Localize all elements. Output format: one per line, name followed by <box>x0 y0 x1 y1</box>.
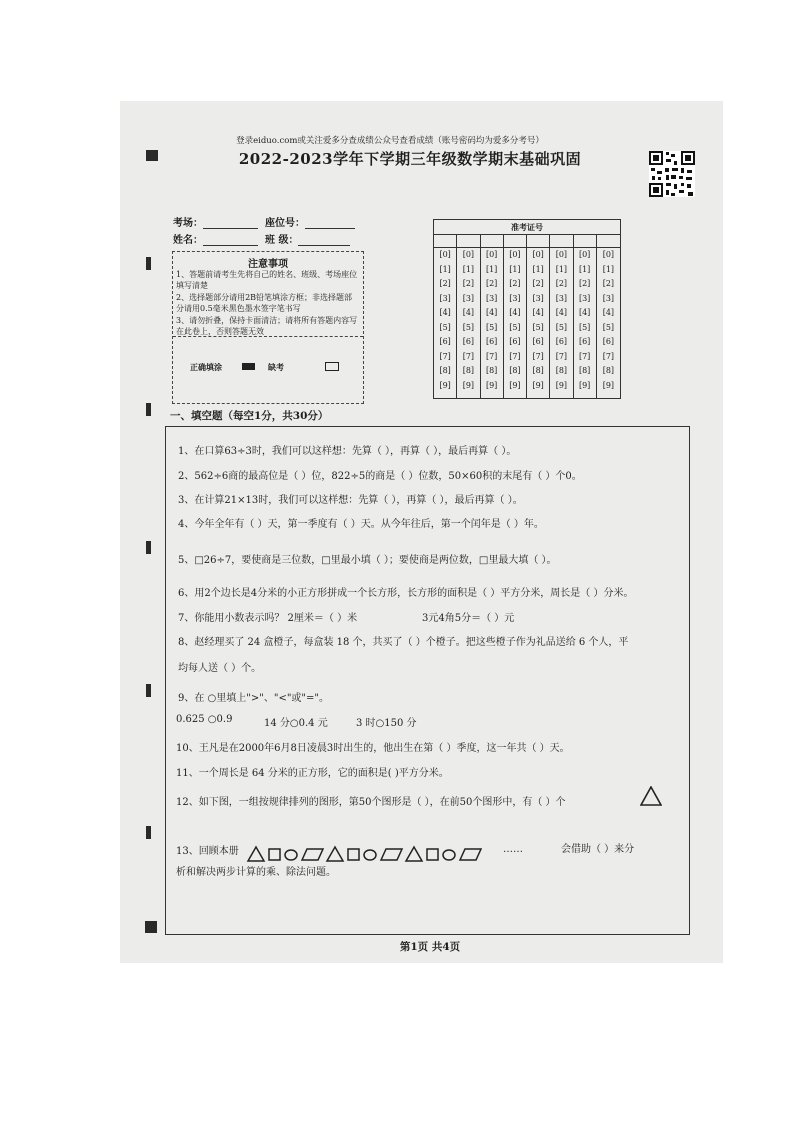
admission-digit-bubble[interactable]: [0] <box>439 250 451 259</box>
admission-digit-bubble[interactable]: [4] <box>439 308 451 317</box>
admission-digit-bubble[interactable]: [9] <box>602 380 615 390</box>
admission-title: 准考证号 <box>434 220 620 235</box>
admission-digit-bubble[interactable]: [3] <box>509 293 521 303</box>
admission-digit-bubble[interactable]: [9] <box>485 380 498 390</box>
admission-digit-bubble[interactable]: [0] <box>602 250 615 259</box>
admission-column <box>481 234 504 398</box>
admission-column <box>457 234 480 398</box>
name-label: 姓名： <box>173 235 203 246</box>
question-9-b: 14 分○0.4 元 <box>264 718 328 729</box>
notes-title: 注意事项 <box>248 259 288 270</box>
admission-digit-bubble[interactable]: [4] <box>462 308 475 317</box>
question-11: 11、一个周长是 64 分米的正方形，它的面积是( )平方分米。 <box>176 768 449 779</box>
question-12: 12、如下图，一组按规律排列的图形，第50个图形是（ ），在前50个图形中，有（ ）个 <box>176 797 566 808</box>
admission-digit-bubble[interactable]: [2] <box>555 279 568 288</box>
admission-digit-bubble[interactable]: [8] <box>578 366 591 375</box>
name-field <box>173 231 350 246</box>
admission-digit-bubble[interactable]: [8] <box>532 366 544 375</box>
notes-box <box>172 251 364 404</box>
notes-divider <box>173 336 363 337</box>
admission-digit-bubble[interactable]: [4] <box>555 308 568 317</box>
admission-digit-bubble[interactable]: [6] <box>578 337 591 346</box>
question-3: 3、在计算21×13时，我们可以这样想：先算（ ），再算（ ），最后再算（ ）。 <box>178 495 523 506</box>
timing-marker <box>146 403 151 416</box>
admission-digit-cell[interactable] <box>574 234 596 248</box>
admission-digit-bubble[interactable]: [9] <box>509 380 521 390</box>
admission-digit-bubble[interactable]: [8] <box>462 366 475 375</box>
seat-label: 座位号： <box>264 218 305 229</box>
admission-column <box>550 234 573 398</box>
question-7-b: 3元4角5分＝（ ）元 <box>422 613 515 624</box>
admission-column <box>527 234 550 398</box>
admission-digit-bubble[interactable]: [2] <box>578 279 591 288</box>
admission-digit-bubble[interactable]: [4] <box>602 308 615 317</box>
question-1: 1、在口算63÷3时，我们可以这样想：先算（ ），再算（ ），最后再算（ ）。 <box>178 446 517 457</box>
admission-column <box>574 234 597 398</box>
exam-room-field <box>173 214 355 229</box>
notes-item: 3、请勿折叠，保持卡面清洁；请将所有答题内容写在此卷上，否则答题无效 <box>176 315 358 337</box>
admission-digit-bubble[interactable]: [5] <box>439 322 451 332</box>
admission-digit-cell[interactable] <box>434 234 456 248</box>
exam-room-label: 考场： <box>173 218 203 229</box>
admission-digit-bubble[interactable]: [5] <box>532 322 544 332</box>
admission-digit-bubble[interactable]: [2] <box>439 279 451 288</box>
admission-digit-bubble[interactable]: [5] <box>509 322 521 332</box>
admission-digit-cell[interactable] <box>481 234 503 248</box>
admission-digit-bubble[interactable]: [5] <box>462 322 475 332</box>
admission-digit-bubble[interactable]: [7] <box>578 351 591 361</box>
timing-marker <box>146 541 151 554</box>
admission-digit-bubble[interactable]: [9] <box>439 380 451 390</box>
admission-digit-bubble[interactable]: [3] <box>578 293 591 303</box>
admission-digit-bubble[interactable]: [2] <box>532 279 544 288</box>
timing-marker <box>146 684 151 697</box>
correct-fill-label: 正确填涂 <box>190 362 222 372</box>
admission-digit-bubble[interactable]: [7] <box>555 351 568 361</box>
admission-digit-cell[interactable] <box>527 234 549 248</box>
admission-digit-bubble[interactable]: [4] <box>509 308 521 317</box>
admission-digit-bubble[interactable]: [0] <box>485 250 498 259</box>
admission-digit-cell[interactable] <box>597 234 620 248</box>
question-2: 2、562÷6商的最高位是（ ）位，822÷5的商是（ ）位数，50×60积的末尾有（ ）个0。 <box>178 471 582 482</box>
admission-digit-bubble[interactable]: [9] <box>532 380 544 390</box>
admission-digit-bubble[interactable]: [3] <box>532 293 544 303</box>
login-notice: 登录eiduo.com或关注爱多分查成绩公众号查看成绩（账号密码均为爱多分考号） <box>236 136 544 146</box>
question-9-a: 0.625 ○0.9 <box>176 714 233 725</box>
timing-marker <box>146 826 151 839</box>
admission-digit-cell[interactable] <box>550 234 572 248</box>
admission-digit-bubble[interactable]: [6] <box>532 337 544 346</box>
admission-digit-bubble[interactable]: [4] <box>578 308 591 317</box>
question-10: 10、王凡是在2000年6月8日凌晨3时出生的，他出生在第（ ）季度，这一年共（ ）天。 <box>176 743 570 754</box>
admission-digit-bubble[interactable]: [2] <box>602 279 615 288</box>
admission-digit-bubble[interactable]: [8] <box>439 366 451 375</box>
question-5: 5、□26÷7，要使商是三位数，□里最小填（ ）；要使商是两位数，□里最大填（ ）。 <box>178 555 557 566</box>
admission-digit-bubble[interactable]: [0] <box>532 250 544 259</box>
admission-digit-bubble[interactable]: [2] <box>509 279 521 288</box>
page-number: 第1页 共4页 <box>399 941 461 953</box>
admission-digit-bubble[interactable]: [5] <box>555 322 568 332</box>
admission-column <box>597 234 620 398</box>
admission-digit-bubble[interactable]: [8] <box>555 366 568 375</box>
admission-digit-bubble[interactable]: [2] <box>485 279 498 288</box>
absent-checkbox[interactable] <box>325 362 339 371</box>
admission-digit-bubble[interactable]: [3] <box>462 293 475 303</box>
admission-digit-bubble[interactable]: [9] <box>462 380 475 390</box>
admission-digit-bubble[interactable]: [1] <box>532 264 544 274</box>
correct-fill-sample <box>242 363 255 370</box>
timing-marker <box>145 921 157 933</box>
question-9: 9、在 ○里填上">"、"<"或"="。 <box>178 693 330 704</box>
admission-digit-bubble[interactable]: [6] <box>509 337 521 346</box>
timing-marker <box>146 257 151 270</box>
question-8-a: 8、赵经理买了 24 盒橙子，每盒装 18 个，共买了（ ）个橙子。把这些橙子作为礼品送给 6 个人，平 <box>178 637 629 648</box>
class-input[interactable] <box>298 234 350 246</box>
seat-input[interactable] <box>305 217 355 229</box>
admission-digit-bubble[interactable]: [9] <box>578 380 591 390</box>
admission-digit-bubble[interactable]: [8] <box>509 366 521 375</box>
admission-digit-bubble[interactable]: [5] <box>485 322 498 332</box>
admission-digit-bubble[interactable]: [1] <box>602 264 615 274</box>
question-13-b: 会借助（ ）来分 <box>561 844 635 855</box>
admission-digit-bubble[interactable]: [6] <box>485 337 498 346</box>
shape-sequence <box>246 845 496 867</box>
admission-digit-bubble[interactable]: [1] <box>439 264 451 274</box>
question-13-c: 析和解决两步计算的乘、除法问题。 <box>176 867 336 878</box>
notes-list <box>176 269 360 337</box>
admission-digit-bubble[interactable]: [0] <box>555 250 568 259</box>
admission-digit-bubble[interactable]: [8] <box>485 366 498 375</box>
triangle-icon <box>640 786 662 809</box>
page-title: 2022-2023学年下学期三年级数学期末基础巩固 <box>238 150 582 168</box>
admission-digit-bubble[interactable]: [1] <box>555 264 568 274</box>
admission-digit-bubble[interactable]: [7] <box>509 351 521 361</box>
qr-code-icon <box>649 151 695 197</box>
admission-digit-cell[interactable] <box>504 234 526 248</box>
question-6: 6、用2个边长是4分米的小正方形拼成一个长方形，长方形的面积是（ ）平方分米，周长是（ ）分米。 <box>178 588 634 599</box>
admission-digit-bubble[interactable]: [1] <box>485 264 498 274</box>
notes-item: 1、答题前请考生先将自己的姓名、班级、考场座位填写清楚 <box>176 270 358 291</box>
question-8-b: 均每人送（ ）个。 <box>178 663 262 674</box>
admission-digit-cell[interactable] <box>457 234 479 248</box>
admission-digit-bubble[interactable]: [8] <box>602 366 615 375</box>
question-13-a: 13、回顾本册 <box>176 846 239 857</box>
question-9-c: 3 时○150 分 <box>356 718 417 729</box>
admission-digit-bubble[interactable]: [4] <box>532 308 544 317</box>
question-4: 4、今年全年有（ ）天，第一季度有（ ）天。从今年往后，第一个闰年是（ ）年。 <box>178 519 544 530</box>
admission-digit-bubble[interactable]: [1] <box>578 264 591 274</box>
absent-label: 缺考 <box>268 362 284 372</box>
admission-digit-bubble[interactable]: [0] <box>578 250 591 259</box>
notes-item: 2、选择题部分请用2B铅笔填涂方框；非选择题部分请用0.5毫米黑色墨水签字笔书写 <box>176 292 353 314</box>
admission-number-grid <box>433 219 621 399</box>
admission-digit-bubble[interactable]: [3] <box>439 293 451 303</box>
admission-digit-bubble[interactable]: [5] <box>602 322 615 332</box>
question-7-a: 7、你能用小数表示吗？ 2厘米＝（ ）米 <box>178 613 358 624</box>
admission-digit-bubble[interactable]: [4] <box>485 308 498 317</box>
admission-digit-bubble[interactable]: [0] <box>462 250 475 259</box>
admission-digit-bubble[interactable]: [9] <box>555 380 568 390</box>
admission-digit-bubble[interactable]: [0] <box>509 250 521 259</box>
admission-digit-bubble[interactable]: [1] <box>509 264 521 274</box>
admission-digit-bubble[interactable]: [1] <box>462 264 475 274</box>
admission-digit-bubble[interactable]: [2] <box>462 279 475 288</box>
admission-digit-bubble[interactable]: [6] <box>555 337 568 346</box>
admission-digit-bubble[interactable]: [7] <box>439 351 451 361</box>
admission-digit-bubble[interactable]: [6] <box>602 337 615 346</box>
admission-digit-bubble[interactable]: [7] <box>485 351 498 361</box>
exam-room-input[interactable] <box>203 217 258 229</box>
section-title: 一、填空题（每空1分，共30分） <box>170 410 329 422</box>
admission-digit-bubble[interactable]: [7] <box>462 351 475 361</box>
admission-column <box>434 234 457 398</box>
admission-digit-bubble[interactable]: [3] <box>602 293 615 303</box>
admission-digit-bubble[interactable]: [5] <box>578 322 591 332</box>
admission-digit-bubble[interactable]: [7] <box>602 351 615 361</box>
admission-digit-bubble[interactable]: [7] <box>532 351 544 361</box>
class-label: 班 级： <box>264 235 299 246</box>
admission-digit-bubble[interactable]: [6] <box>462 337 475 346</box>
admission-digit-bubble[interactable]: [3] <box>555 293 568 303</box>
timing-marker <box>146 150 158 161</box>
question-13-dots: …… <box>503 844 523 855</box>
admission-digit-bubble[interactable]: [6] <box>439 337 451 346</box>
admission-digit-bubble[interactable]: [3] <box>485 293 498 303</box>
name-input[interactable] <box>203 234 258 246</box>
admission-column <box>504 234 527 398</box>
